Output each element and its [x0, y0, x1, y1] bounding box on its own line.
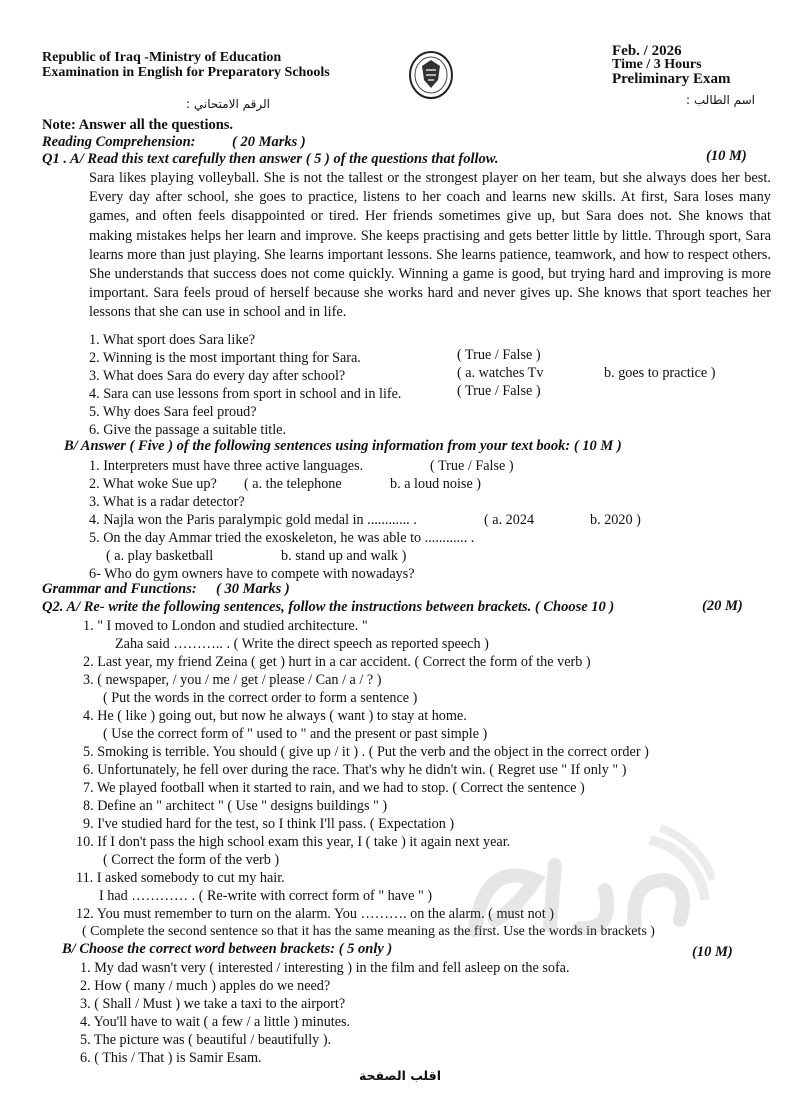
q1b-item-2: 2. What woke Sue up? — [89, 476, 217, 492]
q1a-question-5: 5. Why does Sara feel proud? — [89, 404, 257, 420]
q2a-line: ( Correct the form of the verb ) — [103, 852, 280, 868]
q1b-item-1: 1. Interpreters must have three active languages. — [89, 458, 364, 474]
note: Note: Answer all the questions. — [42, 117, 234, 133]
q1a-option-2: ( True / False ) — [457, 347, 541, 363]
q1b-item-4: 4. Najla won the Paris paralympic gold medal in ............ . — [89, 512, 417, 528]
q1a-question-6: 6. Give the passage a suitable title. — [89, 422, 286, 438]
q1a-option-3b: b. goes to practice ) — [604, 365, 716, 381]
q2a-line: 10. If I don't pass the high school exam this year, I ( take ) it again next year. — [76, 834, 511, 850]
q1a-option-3a: ( a. watches Tv — [457, 365, 544, 381]
reading-heading: Reading Comprehension: — [42, 134, 196, 150]
q2a-line: ( Complete the second sentence so that it has the same meaning as the first. Use the words in brackets ) — [82, 924, 655, 939]
q2b-marks: (10 M) — [692, 944, 733, 960]
footer-turn-page: اقلب الصفحة — [358, 1068, 442, 1083]
reading-passage: Sara likes playing volleyball. She is not the tallest or the strongest player on her team, but she always does her best. Every day after school, she goes to practice, listens to her coach and learns new skills. At first, Sara loses many games, and often feels disappointed or tired. Her friends sometimes give up, but Sara does not. She knows that making mistakes helps her learn and improve. She keeps practising and gets better little by little. Through sport, Sara learns more than just playing. She learns important lessons. She learns patience, teamwork, and how to respect others. She understands that success does not come quickly. Winning a game is good, but trying hard and improving is more important. Sara feels proud of herself because she works hard and never gives up. She knows that sport teaches her lessons that she can use in school and in life. — [89, 170, 771, 321]
q2a-title: Q2. A/ Re- write the following sentences, follow the instructions between brackets. ( Choose 10 ) — [42, 599, 615, 615]
exam-date: Feb. / 2026 — [612, 43, 682, 59]
q2b-item-5: 5. The picture was ( beautiful / beautifully ). — [80, 1032, 332, 1048]
q1b-option-5b: b. stand up and walk ) — [281, 548, 407, 564]
q2b-item-4: 4. You'll have to wait ( a few / a little ) minutes. — [80, 1014, 351, 1030]
q2a-marks: (20 M) — [702, 598, 743, 614]
q1a-question-4: 4. Sara can use lessons from sport in school and in life. — [89, 386, 402, 402]
q2a-line: 1. " I moved to London and studied architecture. " — [83, 618, 368, 634]
q2a-line: 8. Define an " architect " ( Use " designs buildings " ) — [83, 798, 388, 814]
q1b-option-4b: b. 2020 ) — [590, 512, 641, 528]
exam-number-label: الرقم الامتحاني : — [186, 97, 270, 111]
q2a-line: 2. Last year, my friend Zeina ( get ) hurt in a car accident. ( Correct the form of the verb ) — [83, 654, 591, 670]
student-name-label: اسم الطالب : — [686, 93, 755, 107]
q1a-question-3: 3. What does Sara do every day after school? — [89, 368, 346, 384]
header-right — [612, 44, 730, 86]
q1b-option-1: ( True / False ) — [430, 458, 514, 474]
q2a-line: ( Put the words in the correct order to form a sentence ) — [103, 690, 418, 706]
q2a-line: 7. We played football when it started to rain, and we had to stop. ( Correct the sentence ) — [83, 780, 585, 796]
q2a-line: 5. Smoking is terrible. You should ( give up / it ) . ( Put the verb and the object in the correct order ) — [83, 744, 649, 760]
q2b-title: B/ Choose the correct word between brackets: ( 5 only ) — [62, 941, 393, 957]
q1a-option-4: ( True / False ) — [457, 383, 541, 399]
q2b-item-6: 6. ( This / That ) is Samir Esam. — [80, 1050, 262, 1066]
q2a-line: 9. I've studied hard for the test, so I think I'll pass. ( Expectation ) — [83, 816, 455, 832]
q1a-question-1: 1. What sport does Sara like? — [89, 332, 256, 348]
q2b-item-1: 1. My dad wasn't very ( interested / interesting ) in the film and fell asleep on the sofa. — [80, 960, 570, 976]
q1b-option-4a: ( a. 2024 — [484, 512, 535, 528]
q2a-line: 11. I asked somebody to cut my hair. — [76, 870, 285, 886]
grammar-heading: Grammar and Functions: — [42, 581, 197, 597]
q2a-line: I had ………… . ( Re-write with correct form of " have " ) — [99, 888, 433, 904]
q1b-option-2b: b. a loud noise ) — [390, 476, 482, 492]
exam-line: Examination in English for Preparatory Schools — [42, 65, 330, 80]
q2b-item-3: 3. ( Shall / Must ) we take a taxi to the airport? — [80, 996, 346, 1012]
q1a-title: Q1 . A/ Read this text carefully then answer ( 5 ) of the questions that follow. — [42, 151, 499, 167]
exam-type: Preliminary Exam — [612, 71, 731, 87]
q2a-line: 3. ( newspaper, / you / me / get / please / Can / a / ? ) — [83, 672, 382, 688]
q2a-line: Zaha said ……….. . ( Write the direct speech as reported speech ) — [115, 636, 489, 652]
q1b-item-3: 3. What is a radar detector? — [89, 494, 245, 510]
ministry-line: Republic of Iraq -Ministry of Education — [42, 50, 282, 65]
q1b-item-6: 6- Who do gym owners have to compete with nowadays? — [89, 566, 415, 582]
q2a-line: 6. Unfortunately, he fell over during the race. That's why he didn't win. ( Regret use " If only " ) — [83, 762, 627, 778]
exam-time: Time / 3 Hours — [612, 57, 702, 72]
q1b-option-2a: ( a. the telephone — [244, 476, 342, 492]
reading-marks: ( 20 Marks ) — [232, 134, 306, 150]
q2a-line: 4. He ( like ) going out, but now he always ( want ) to stay at home. — [83, 708, 467, 724]
q2a-line: ( Use the correct form of " used to " and the present or past simple ) — [103, 726, 488, 742]
grammar-marks: ( 30 Marks ) — [216, 581, 290, 597]
ministry-emblem-icon — [408, 50, 454, 100]
q1b-option-5a: ( a. play basketball — [106, 548, 214, 564]
q1b-item-5: 5. On the day Ammar tried the exoskeleton, he was able to ............ . — [89, 530, 475, 546]
q1b-title: B/ Answer ( Five ) of the following sentences using information from your text book: ( 10 M ) — [64, 438, 622, 454]
q2b-item-2: 2. How ( many / much ) apples do we need? — [80, 978, 331, 994]
q2a-line: 12. You must remember to turn on the alarm. You ………. on the alarm. ( must not ) — [76, 906, 554, 922]
q1a-marks: (10 M) — [706, 148, 747, 164]
header-left — [42, 50, 330, 80]
watermark-logo-icon — [455, 820, 715, 960]
q1a-question-2: 2. Winning is the most important thing for Sara. — [89, 350, 361, 366]
